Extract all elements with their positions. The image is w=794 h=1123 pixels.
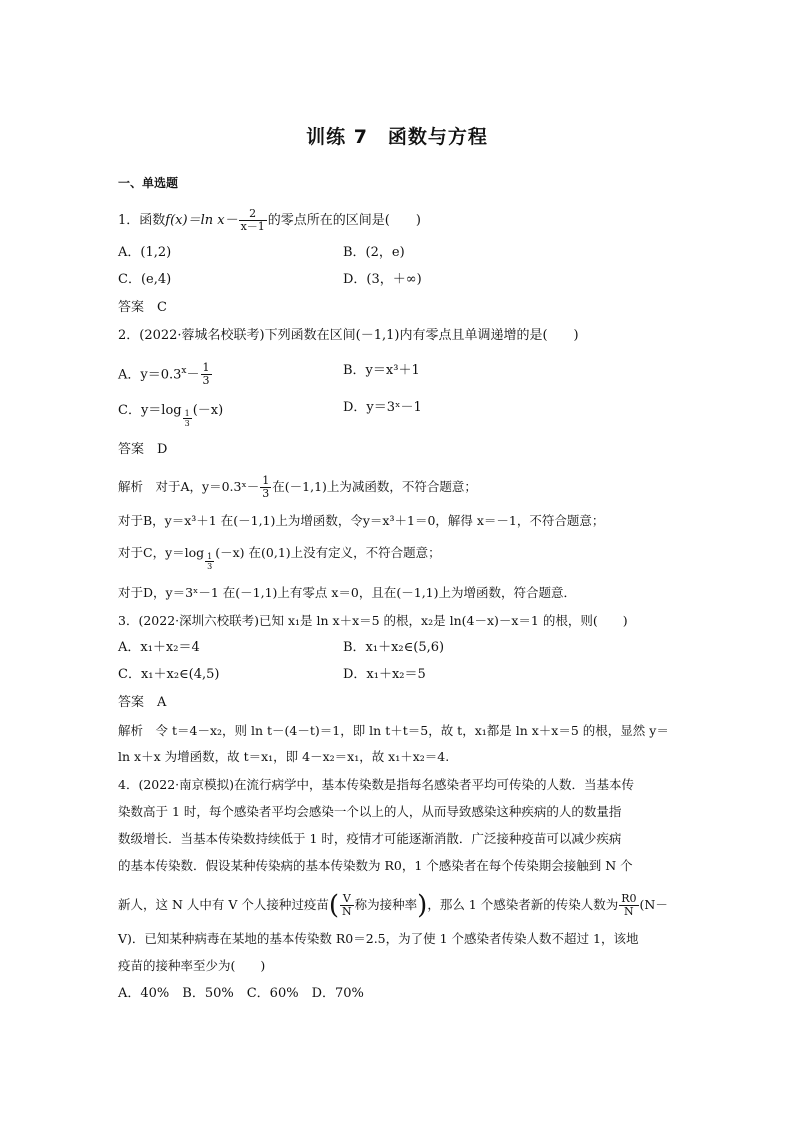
q1-stem: [118, 206, 421, 236]
q3-option-b: B．x₁＋x₂∈(5,6): [343, 640, 445, 655]
q1-stem-end: 的零点所在的区间是( ): [267, 213, 421, 228]
q2-a-den: 3: [202, 374, 210, 388]
q2-expl3-base: [205, 552, 214, 571]
q3-explanation-1: 解析 令 t＝4－x₂，则 ln t－(4－t)＝1，即 ln t＋t＝5，故 t，x₁都是 ln x＋x＝5 的根，显然 y＝: [118, 723, 669, 738]
q3-option-c: C．x₁＋x₂∈(4,5): [118, 667, 220, 682]
q4-l5-start: 新人，这 N 人中有 V 个人接种过疫苗: [118, 897, 329, 912]
q2-stem: 2．(2022·蓉城名校联考)下列函数在区间(－1,1)内有零点且单调递增的是( ): [118, 328, 579, 343]
q2-expl1-den: 3: [262, 487, 270, 500]
q2-expl3-base-den: 3: [207, 562, 213, 571]
q1-frac-num: 2: [239, 208, 267, 221]
q4-formula-fraction: [619, 893, 638, 918]
q4-l5-post: ，那么 1 个感染者新的传染人数为: [427, 897, 619, 912]
q2-c-base: [183, 409, 192, 428]
q2-c-base-den: 3: [184, 419, 190, 428]
q3-option-a: A．x₁＋x₂＝4: [118, 640, 200, 655]
q4-line-1: 4．(2022·南京模拟)在流行病学中，基本传染数是指每名感染者平均可传染的人数．当基本传: [118, 777, 634, 792]
q3-explanation-2: ln x＋x 为增函数，故 t＝x₁，即 4－x₂＝x₁，故 x₁＋x₂＝4.: [118, 749, 450, 764]
q2-expl1-fraction: [260, 475, 271, 500]
q4-l5-mid: 称为接种率: [354, 897, 418, 912]
q2-expl3-end: (－x) 在(0,1)上没有定义，不符合题意；: [215, 545, 441, 560]
q4-line-2: 染数高于 1 时，每个感染者平均会感染一个以上的人，从而导致感染这种疾病的人的数量指: [118, 804, 622, 819]
q1-option-d: D．(3，＋∞): [343, 272, 422, 287]
q4-rate-num: V: [340, 893, 354, 906]
q2-explanation-c: [118, 538, 441, 571]
q4-options: A．40% B．50% C．60% D．70%: [118, 986, 364, 1001]
q2-a-fraction: [201, 362, 212, 387]
q2-expl1-end: 在(－1,1)上为减函数，不符合题意；: [272, 479, 477, 494]
q1-number: 1．函数: [118, 213, 166, 228]
q2-c-base-num: 1: [184, 409, 190, 418]
q1-fraction: [239, 208, 267, 233]
q1-option-b: B．(2，e): [343, 245, 405, 260]
q2-a-minus: －: [186, 367, 200, 383]
q2-option-c: [118, 396, 223, 428]
q2-expl1-start: 解析 对于A，y＝0.3ˣ－: [118, 479, 260, 494]
q4-formula-den: N: [624, 905, 634, 918]
q1-answer: 答案 C: [118, 300, 167, 315]
q2-a-base: A．y＝0.3: [118, 367, 182, 383]
q4-line-7: 疫苗的接种率至少为( ): [118, 958, 266, 973]
q4-formula-num: R0: [621, 892, 637, 905]
q3-answer: 答案 A: [118, 695, 167, 710]
q2-expl3-log: 对于C，y＝log: [118, 545, 205, 560]
q2-a-exp: x: [181, 366, 187, 376]
q4-paren-open: (: [328, 890, 340, 921]
q4-rate-fraction: [340, 893, 354, 918]
q1-frac-den: x－1: [240, 220, 265, 233]
q4-line-5: [118, 887, 668, 924]
q4-paren-close: ): [417, 890, 428, 921]
q4-line-3: 数级增长．当基本传染数持续低于 1 时，疫情才可能逐渐消散．广泛接种疫苗可以减少疾病: [118, 831, 622, 846]
q2-c-log: C．y＝log: [118, 403, 182, 418]
q4-rate-den: N: [342, 905, 352, 918]
q4-line-6: V)．已知某种病毒在某地的基本传染数 R0＝2.5，为了使 1 个感染者传染人数不超过 1，该地: [118, 931, 639, 946]
q2-explanation-b: 对于B，y＝x³＋1 在(－1,1)上为增函数，令y＝x³＋1＝0，解得 x＝－1，不符合题意；: [118, 513, 605, 528]
section-heading: 一、单选题: [118, 176, 179, 190]
q1-option-c: C．(e,4): [118, 272, 172, 287]
q4-l5-end: (N－: [639, 897, 668, 912]
q2-a-num: 1: [202, 361, 210, 375]
q1-option-a: A．(1,2): [118, 245, 172, 260]
q2-expl1-num: 1: [262, 474, 270, 487]
q2-explanation-a: [118, 472, 477, 502]
q2-option-a: [118, 356, 213, 390]
q2-option-b: B．y＝x³＋1: [343, 363, 420, 378]
q2-answer: 答案 D: [118, 442, 168, 457]
q3-stem: 3．(2022·深圳六校联考)已知 x₁是 ln x＋x＝5 的根，x₂是 ln(4－x)－x＝1 的根，则( ): [118, 613, 628, 628]
page-title: 训练 7 函数与方程: [306, 126, 488, 148]
q2-explanation-d: 对于D，y＝3ˣ－1 在(－1,1)上有零点 x＝0，且在(－1,1)上为增函数，符合题意．: [118, 585, 577, 600]
q2-option-d: D．y＝3ˣ－1: [343, 400, 422, 415]
q1-function: f(x)＝ln x－: [165, 213, 238, 228]
q2-expl3-base-num: 1: [207, 552, 213, 561]
q3-option-d: D．x₁＋x₂＝5: [343, 667, 426, 682]
q2-c-arg: (－x): [192, 403, 224, 418]
q4-line-4: 的基本传染数．假设某种传染病的基本传染数为 R0，1 个感染者在每个传染期会接触到 N 个: [118, 858, 633, 873]
